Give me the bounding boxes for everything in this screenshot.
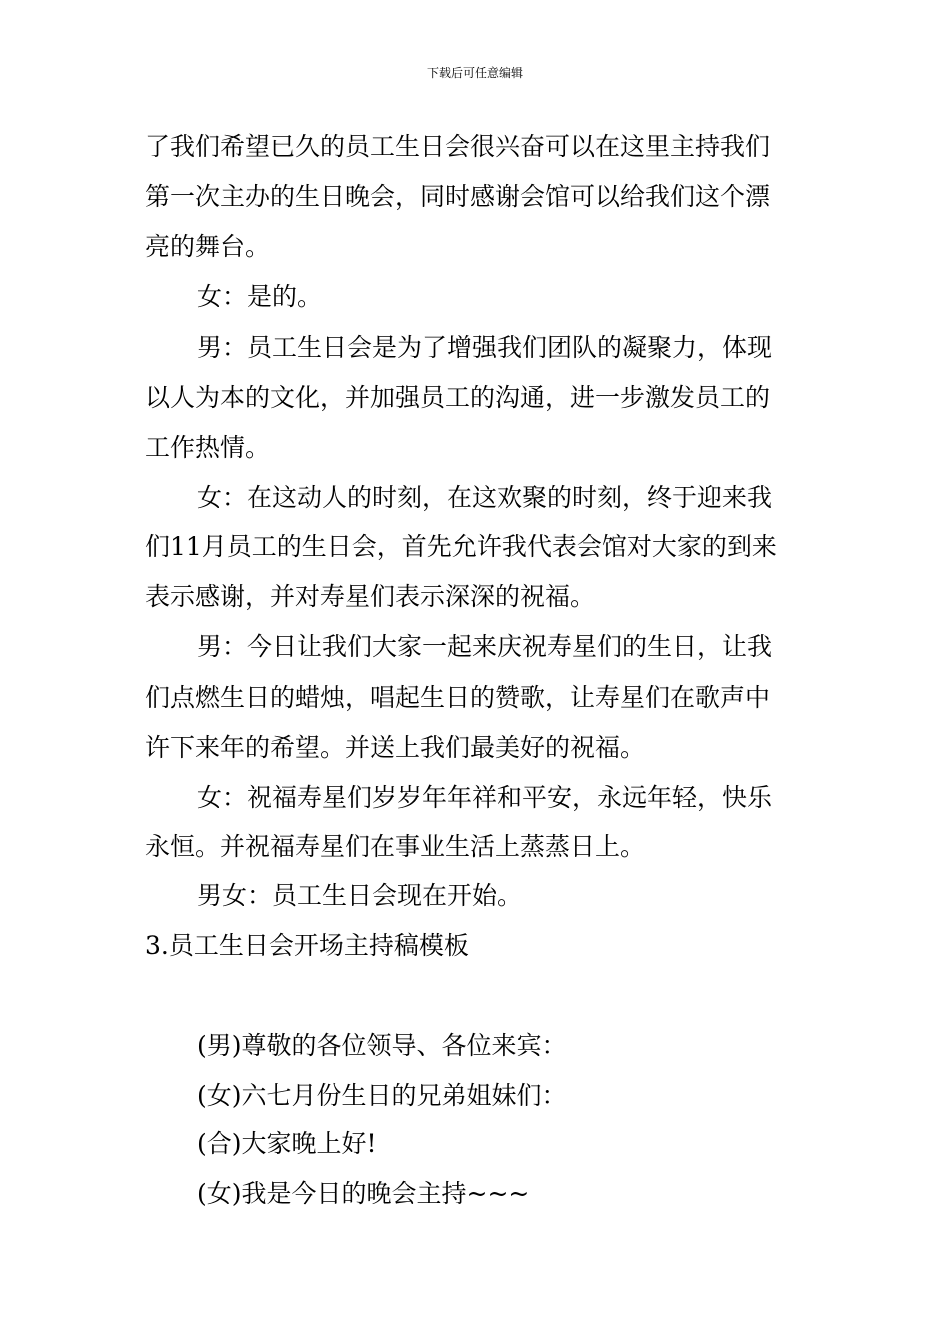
paragraph-line: 表示感谢，并对寿星们表示深深的祝福。 bbox=[145, 582, 596, 611]
paragraph-line: 们点燃生日的蜡烛，唱起生日的赞歌，让寿星们在歌声中 bbox=[145, 683, 771, 712]
paragraph-line: 了我们希望已久的员工生日会很兴奋可以在这里主持我们 bbox=[145, 132, 771, 161]
paragraph-line: 亮的舞台。 bbox=[145, 232, 271, 261]
paragraph-line: (女)我是今日的晚会主持~~~ bbox=[197, 1179, 530, 1208]
paragraph-line: (男)尊敬的各位领导、各位来宾： bbox=[197, 1031, 567, 1060]
paragraph-line: 第一次主办的生日晚会，同时感谢会馆可以给我们这个漂 bbox=[145, 182, 771, 211]
paragraph-line: 以人为本的文化，并加强员工的沟通，进一步激发员工的 bbox=[145, 383, 771, 412]
section-heading: 3.员工生日会开场主持稿模板 bbox=[145, 931, 469, 960]
paragraph-line: 女：祝福寿星们岁岁年年祥和平安，永远年轻，快乐 bbox=[197, 783, 773, 812]
page-header-note: 下载后可任意编辑 bbox=[426, 66, 523, 80]
paragraph-line: 女：在这动人的时刻，在这欢聚的时刻，终于迎来我 bbox=[197, 483, 773, 512]
paragraph-line: 工作热情。 bbox=[145, 433, 271, 462]
paragraph-line: 永恒。并祝福寿星们在事业生活上蒸蒸日上。 bbox=[145, 832, 646, 861]
paragraph-line: (合)大家晚上好! bbox=[197, 1129, 377, 1158]
paragraph-line: 许下来年的希望。并送上我们最美好的祝福。 bbox=[145, 733, 646, 762]
paragraph-line: (女)六七月份生日的兄弟姐妹们： bbox=[197, 1081, 567, 1110]
paragraph-line: 们11月员工的生日会，首先允许我代表会馆对大家的到来 bbox=[145, 532, 777, 561]
paragraph-line: 男：员工生日会是为了增强我们团队的凝聚力，体现 bbox=[197, 333, 773, 362]
paragraph-line: 男女：员工生日会现在开始。 bbox=[197, 881, 523, 910]
paragraph-line: 女：是的。 bbox=[197, 282, 323, 311]
paragraph-line: 男：今日让我们大家一起来庆祝寿星们的生日，让我 bbox=[197, 632, 773, 661]
